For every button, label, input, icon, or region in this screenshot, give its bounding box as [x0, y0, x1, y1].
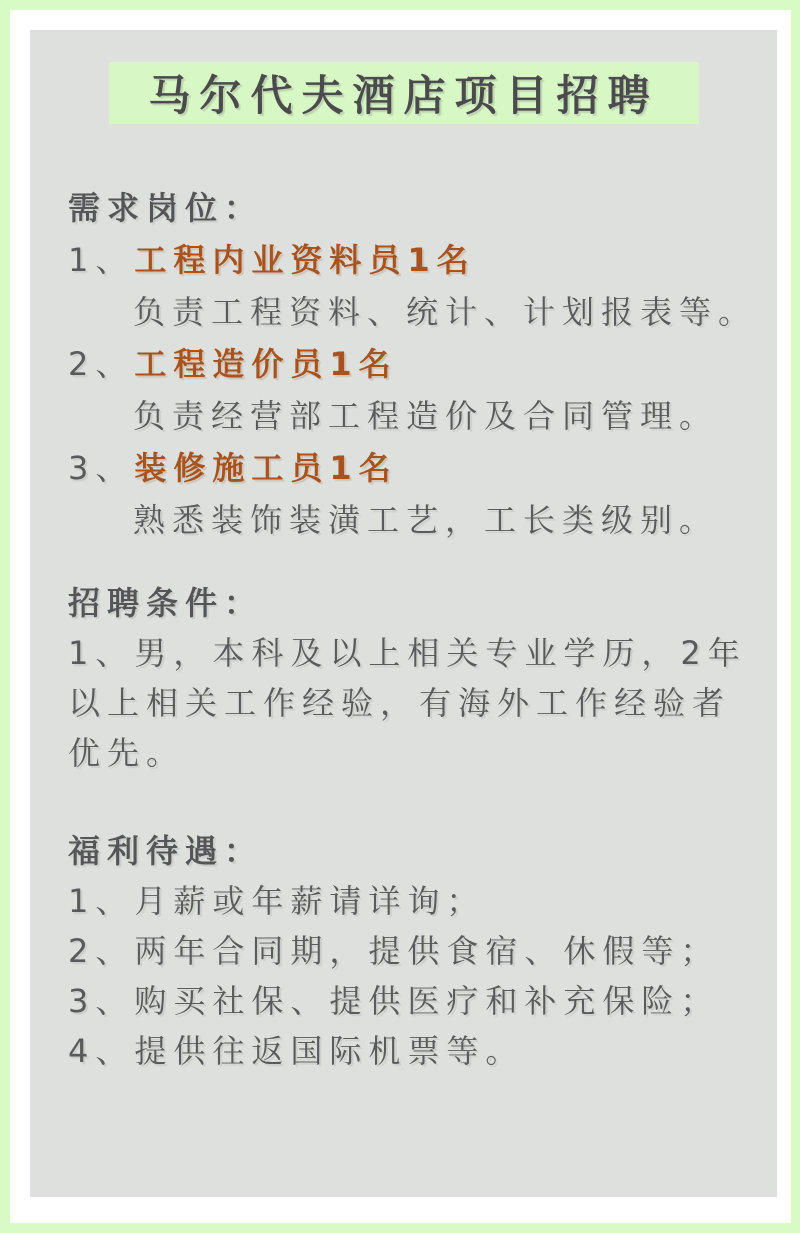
position-item-3: [68, 442, 777, 494]
section-conditions: [30, 578, 777, 778]
position-2-description: 负责经营部工程造价及合同管理。: [133, 397, 719, 435]
position-3-name: 装修施工员1名: [134, 449, 398, 487]
position-item-2: [68, 338, 777, 390]
position-2-name: 工程造价员1名: [134, 345, 398, 383]
conditions-heading: 招聘条件：: [68, 584, 264, 622]
position-1-description: 负责工程资料、统计、计划报表等。: [133, 293, 758, 331]
poster-title: 马尔代夫酒店项目招聘: [148, 71, 659, 120]
position-3-number: 3、: [68, 449, 135, 487]
title-highlight-box: [109, 62, 699, 124]
position-2-number: 2、: [68, 345, 135, 383]
benefits-line-1: 1、月薪或年薪请详询；: [68, 882, 486, 920]
benefits-heading: 福利待遇：: [68, 832, 264, 870]
white-frame: [10, 10, 791, 1223]
position-1-name: 工程内业资料员1名: [134, 241, 476, 279]
benefits-line-4: 4、提供往返国际机票等。: [68, 1032, 525, 1070]
positions-heading: 需求岗位：: [68, 189, 264, 227]
position-3-description: 熟悉装饰装潢工艺，工长类级别。: [133, 501, 719, 539]
section-benefits: [30, 826, 777, 1076]
poster-panel: [30, 30, 777, 1197]
conditions-line-2: 以上相关工作经验，有海外工作经验者: [68, 684, 732, 722]
conditions-line-3: 优先。: [68, 734, 186, 772]
conditions-line-1: 1、男，本科及以上相关专业学历，2年: [68, 634, 747, 672]
benefits-line-3: 3、购买社保、提供医疗和补充保险；: [68, 982, 720, 1020]
section-positions: [30, 182, 777, 546]
position-1-number: 1、: [68, 241, 135, 279]
benefits-line-2: 2、两年合同期，提供食宿、休假等；: [68, 932, 720, 970]
position-item-1: [68, 234, 777, 286]
